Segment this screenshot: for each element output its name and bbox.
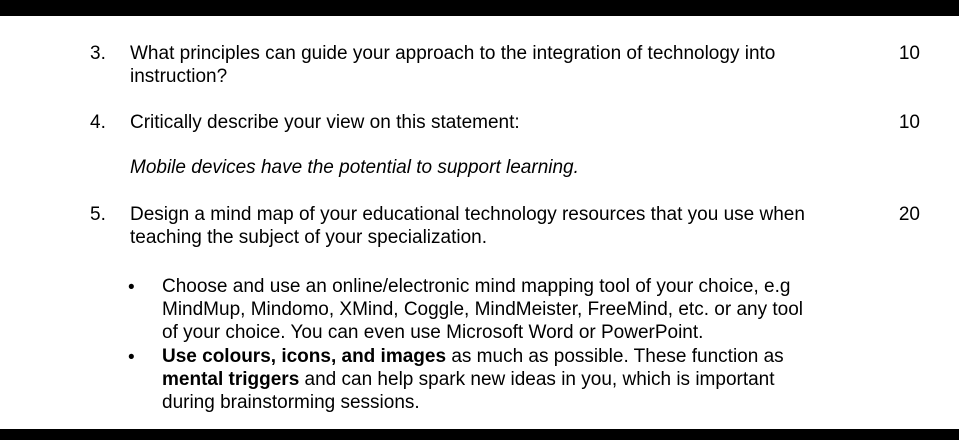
question-text-line: teaching the subject of your specialization. — [130, 227, 487, 248]
bullet-text — [162, 275, 862, 344]
quoted-statement: Mobile devices have the potential to support learning. — [130, 157, 579, 178]
question-marks: 20 — [898, 204, 920, 225]
question-text — [130, 203, 850, 249]
question-text-line: Design a mind map of your educational technology resources that you use when — [130, 204, 805, 225]
question-marks: 10 — [898, 112, 920, 133]
bullet-text-line — [162, 368, 862, 391]
bullet-text-line — [162, 345, 862, 368]
bullet-icon: • — [128, 277, 135, 298]
question-number: 4. — [90, 112, 106, 133]
text-span: and can help spark new ideas in you, which is important — [299, 369, 775, 390]
bullet-text-line: Choose and use an online/electronic mind mapping tool of your choice, e.g — [162, 276, 791, 297]
question-number: 5. — [90, 204, 106, 225]
text-span: as much as possible. These function as — [446, 346, 784, 367]
question-5 — [0, 203, 959, 253]
document-page — [0, 16, 959, 429]
bullet-icon: • — [128, 347, 135, 368]
question-text-line: What principles can guide your approach to the integration of technology into — [130, 43, 776, 64]
question-3 — [0, 42, 959, 92]
bullet-text-line: during brainstorming sessions. — [162, 392, 420, 413]
bullet-text-line: MindMup, Mindomo, XMind, Coggle, MindMeister, FreeMind, etc. or any tool — [162, 299, 803, 320]
question-number: 3. — [90, 43, 106, 64]
bold-phrase: Use colours, icons, and images — [162, 346, 447, 367]
question-text — [130, 111, 850, 179]
bullet-text-line: of your choice. You can even use Microsoft Word or PowerPoint. — [162, 322, 704, 343]
question-text-line: instruction? — [130, 66, 228, 87]
question-text-line: Critically describe your view on this statement: — [130, 112, 520, 133]
question-text — [130, 42, 850, 88]
bullet-text — [162, 345, 862, 414]
question-4 — [0, 111, 959, 181]
bold-phrase: mental triggers — [162, 369, 300, 390]
question-marks: 10 — [898, 43, 920, 64]
